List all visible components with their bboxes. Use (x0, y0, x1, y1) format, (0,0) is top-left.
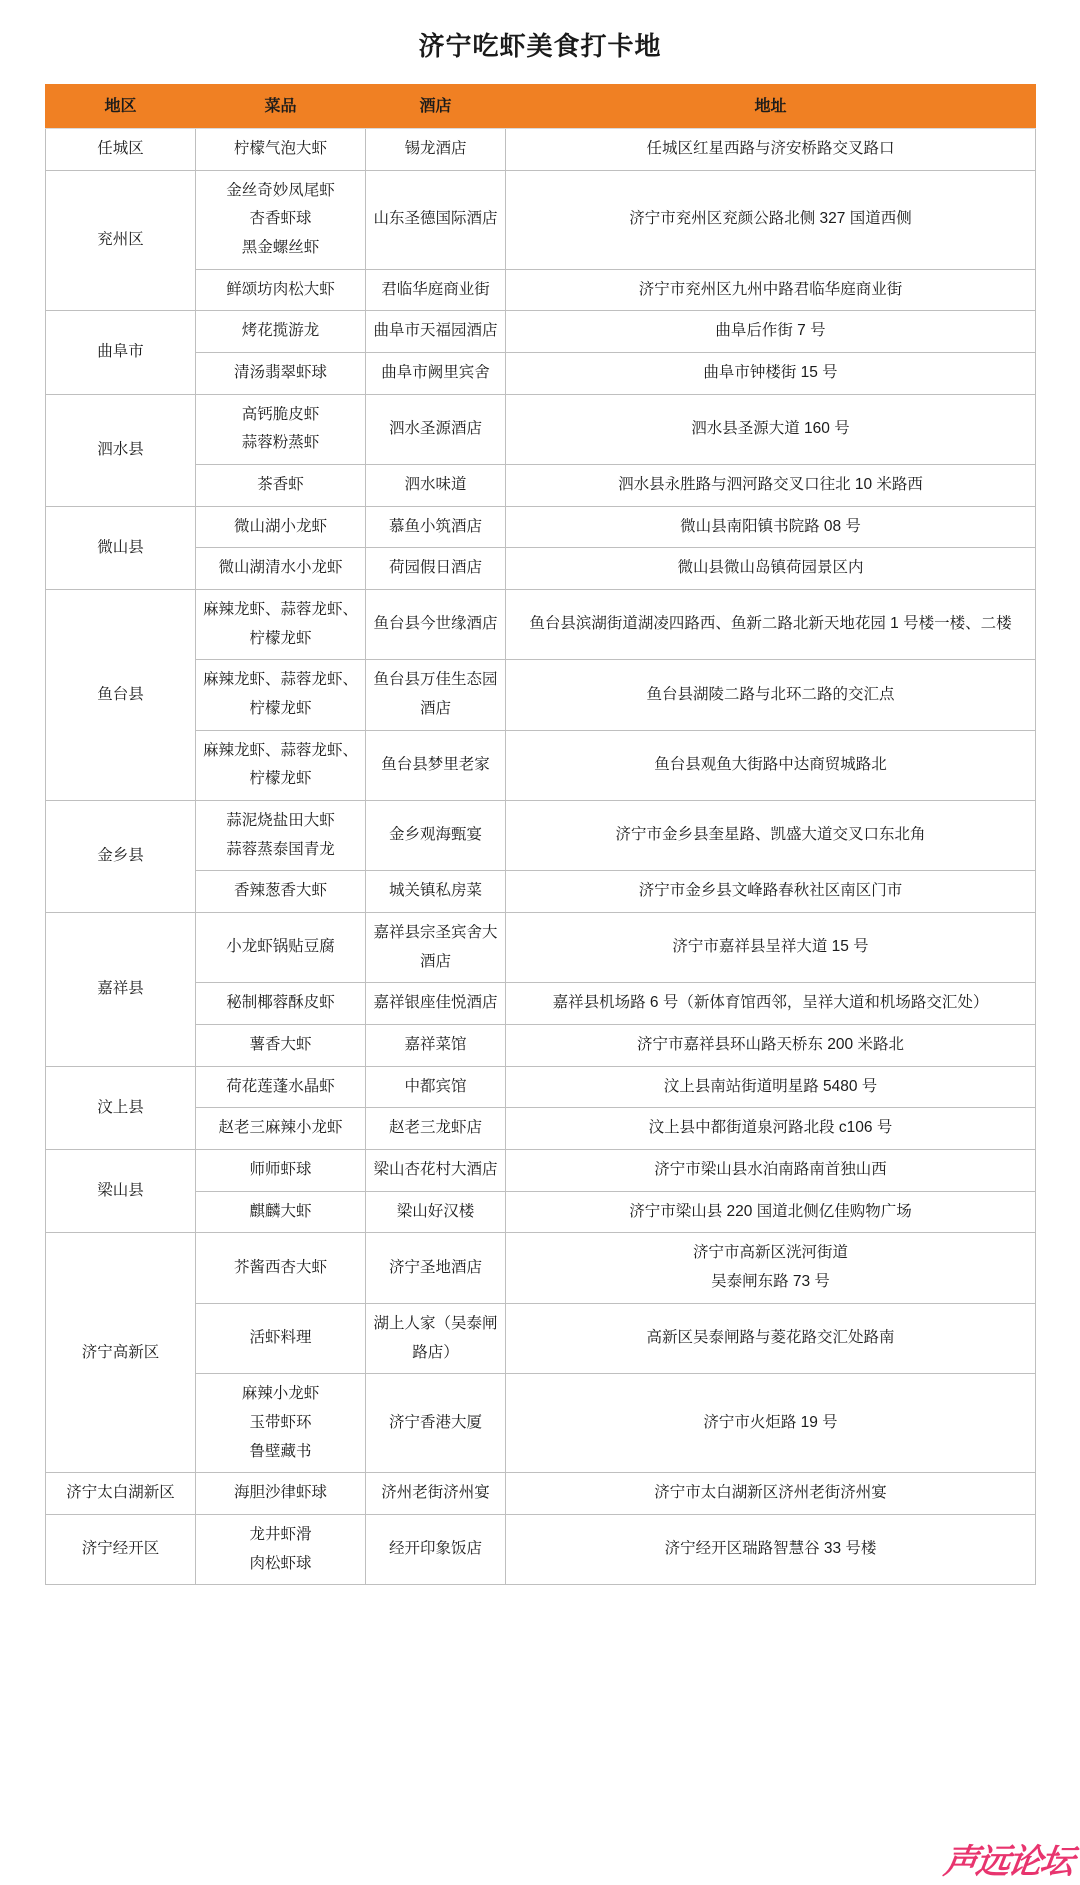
table-row (46, 1066, 1036, 1108)
cell-address: 曲阜市钟楼街 15 号 (506, 353, 1036, 395)
cell-address: 曲阜后作街 7 号 (506, 311, 1036, 353)
cell-region: 济宁高新区 (46, 1233, 196, 1473)
cell-address: 济宁市嘉祥县呈祥大道 15 号 (506, 913, 1036, 983)
table-row (46, 913, 1036, 983)
table-row (46, 590, 1036, 660)
cell-hotel: 荷园假日酒店 (366, 548, 506, 590)
cell-dish: 秘制椰蓉酥皮虾 (196, 983, 366, 1025)
cell-dish: 麻辣龙虾、蒜蓉龙虾、柠檬龙虾 (196, 590, 366, 660)
table-row (46, 129, 1036, 171)
cell-region: 鱼台县 (46, 590, 196, 801)
table-row (46, 1473, 1036, 1515)
cell-address: 泗水县永胜路与泗河路交叉口往北 10 米路西 (506, 465, 1036, 507)
cell-dish: 金丝奇妙凤尾虾 杏香虾球 黑金螺丝虾 (196, 170, 366, 269)
cell-hotel: 曲阜市天福园酒店 (366, 311, 506, 353)
table-row (46, 394, 1036, 464)
cell-address: 泗水县圣源大道 160 号 (506, 394, 1036, 464)
cell-hotel: 济宁香港大厦 (366, 1374, 506, 1473)
cell-address: 济宁市兖州区兖颜公路北侧 327 国道西侧 (506, 170, 1036, 269)
table-row (46, 1150, 1036, 1192)
cell-hotel: 鱼台县今世缘酒店 (366, 590, 506, 660)
cell-region: 嘉祥县 (46, 913, 196, 1067)
cell-address: 鱼台县滨湖街道湖凌四路西、鱼新二路北新天地花园 1 号楼一楼、二楼 (506, 590, 1036, 660)
cell-dish: 麒麟大虾 (196, 1191, 366, 1233)
cell-address: 微山县南阳镇书院路 08 号 (506, 506, 1036, 548)
cell-region: 微山县 (46, 506, 196, 589)
cell-address: 嘉祥县机场路 6 号（新体育馆西邻，呈祥大道和机场路交汇处） (506, 983, 1036, 1025)
cell-hotel: 梁山好汉楼 (366, 1191, 506, 1233)
cell-address: 济宁市火炬路 19 号 (506, 1374, 1036, 1473)
cell-region: 金乡县 (46, 801, 196, 913)
cell-address: 济宁市金乡县奎星路、凯盛大道交叉口东北角 (506, 801, 1036, 871)
cell-hotel: 鱼台县梦里老家 (366, 730, 506, 800)
cell-region: 济宁太白湖新区 (46, 1473, 196, 1515)
cell-region: 汶上县 (46, 1066, 196, 1149)
cell-hotel: 山东圣德国际酒店 (366, 170, 506, 269)
table-body (46, 129, 1036, 1585)
cell-dish: 师师虾球 (196, 1150, 366, 1192)
cell-region: 任城区 (46, 129, 196, 171)
table-row (46, 1233, 1036, 1303)
cell-hotel: 湖上人家（吴泰闸路店） (366, 1303, 506, 1373)
cell-dish: 鲜颂坊肉松大虾 (196, 269, 366, 311)
cell-address: 汶上县中都街道泉河路北段 c106 号 (506, 1108, 1036, 1150)
cell-dish: 麻辣小龙虾 玉带虾环 鲁壁藏书 (196, 1374, 366, 1473)
cell-address: 济宁市兖州区九州中路君临华庭商业街 (506, 269, 1036, 311)
cell-dish: 麻辣龙虾、蒜蓉龙虾、柠檬龙虾 (196, 730, 366, 800)
cell-region: 梁山县 (46, 1150, 196, 1233)
cell-region: 泗水县 (46, 394, 196, 506)
cell-hotel: 嘉祥菜馆 (366, 1025, 506, 1067)
table-header-row (46, 85, 1036, 129)
cell-address: 任城区红星西路与济安桥路交叉路口 (506, 129, 1036, 171)
cell-dish: 活虾料理 (196, 1303, 366, 1373)
table-row (46, 506, 1036, 548)
cell-dish: 荷花莲蓬水晶虾 (196, 1066, 366, 1108)
table-row (46, 311, 1036, 353)
table-header (46, 85, 1036, 129)
cell-hotel: 中都宾馆 (366, 1066, 506, 1108)
cell-dish: 小龙虾锅贴豆腐 (196, 913, 366, 983)
cell-dish: 烤花揽游龙 (196, 311, 366, 353)
cell-hotel: 济州老街济州宴 (366, 1473, 506, 1515)
food-checkin-table-container (45, 84, 1035, 1585)
cell-address: 汶上县南站街道明星路 5480 号 (506, 1066, 1036, 1108)
cell-address: 鱼台县观鱼大街路中达商贸城路北 (506, 730, 1036, 800)
cell-dish: 薯香大虾 (196, 1025, 366, 1067)
cell-dish: 茶香虾 (196, 465, 366, 507)
table-row (46, 801, 1036, 871)
cell-hotel: 金乡观海甄宴 (366, 801, 506, 871)
cell-hotel: 济宁圣地酒店 (366, 1233, 506, 1303)
cell-dish: 微山湖小龙虾 (196, 506, 366, 548)
page-title: 济宁吃虾美食打卡地 (418, 31, 662, 61)
cell-dish: 高钙脆皮虾 蒜蓉粉蒸虾 (196, 394, 366, 464)
cell-hotel: 梁山杏花村大酒店 (366, 1150, 506, 1192)
cell-hotel: 泗水圣源酒店 (366, 394, 506, 464)
cell-hotel: 城关镇私房菜 (366, 871, 506, 913)
cell-address: 鱼台县湖陵二路与北环二路的交汇点 (506, 660, 1036, 730)
cell-dish: 赵老三麻辣小龙虾 (196, 1108, 366, 1150)
cell-hotel: 慕鱼小筑酒店 (366, 506, 506, 548)
cell-dish: 清汤翡翠虾球 (196, 353, 366, 395)
cell-region: 曲阜市 (46, 311, 196, 394)
cell-hotel: 锡龙酒店 (366, 129, 506, 171)
column-header-region: 地区 (46, 85, 196, 129)
cell-dish: 柠檬气泡大虾 (196, 129, 366, 171)
cell-dish: 蒜泥烧盐田大虾 蒜蓉蒸泰国青龙 (196, 801, 366, 871)
cell-address: 济宁市嘉祥县环山路天桥东 200 米路北 (506, 1025, 1036, 1067)
cell-dish: 微山湖清水小龙虾 (196, 548, 366, 590)
cell-hotel: 经开印象饭店 (366, 1514, 506, 1584)
table-row (46, 170, 1036, 269)
column-header-dish: 菜品 (196, 85, 366, 129)
cell-region: 济宁经开区 (46, 1514, 196, 1584)
cell-hotel: 嘉祥银座佳悦酒店 (366, 983, 506, 1025)
cell-hotel: 君临华庭商业街 (366, 269, 506, 311)
cell-address: 济宁市高新区洸河街道 吴泰闸东路 73 号 (506, 1233, 1036, 1303)
cell-address: 高新区吴泰闸路与菱花路交汇处路南 (506, 1303, 1036, 1373)
cell-hotel: 曲阜市阙里宾舍 (366, 353, 506, 395)
cell-dish: 香辣葱香大虾 (196, 871, 366, 913)
forum-watermark: 声远论坛 (941, 1843, 1075, 1881)
cell-dish: 麻辣龙虾、蒜蓉龙虾、柠檬龙虾 (196, 660, 366, 730)
cell-hotel: 赵老三龙虾店 (366, 1108, 506, 1150)
cell-address: 济宁市太白湖新区济州老街济州宴 (506, 1473, 1036, 1515)
cell-hotel: 泗水味道 (366, 465, 506, 507)
cell-address: 济宁市梁山县水泊南路南首独山西 (506, 1150, 1036, 1192)
column-header-address: 地址 (506, 85, 1036, 129)
cell-dish: 芥酱西杏大虾 (196, 1233, 366, 1303)
table-row (46, 1514, 1036, 1584)
cell-region: 兖州区 (46, 170, 196, 311)
cell-address: 济宁市梁山县 220 国道北侧亿佳购物广场 (506, 1191, 1036, 1233)
food-checkin-table (45, 84, 1036, 1585)
cell-hotel: 嘉祥县宗圣宾舍大酒店 (366, 913, 506, 983)
cell-address: 济宁经开区瑞路智慧谷 33 号楼 (506, 1514, 1036, 1584)
column-header-hotel: 酒店 (366, 85, 506, 129)
cell-hotel: 鱼台县万佳生态园酒店 (366, 660, 506, 730)
cell-dish: 海胆沙律虾球 (196, 1473, 366, 1515)
cell-dish: 龙井虾滑 肉松虾球 (196, 1514, 366, 1584)
cell-address: 济宁市金乡县文峰路春秋社区南区门市 (506, 871, 1036, 913)
cell-address: 微山县微山岛镇荷园景区内 (506, 548, 1036, 590)
